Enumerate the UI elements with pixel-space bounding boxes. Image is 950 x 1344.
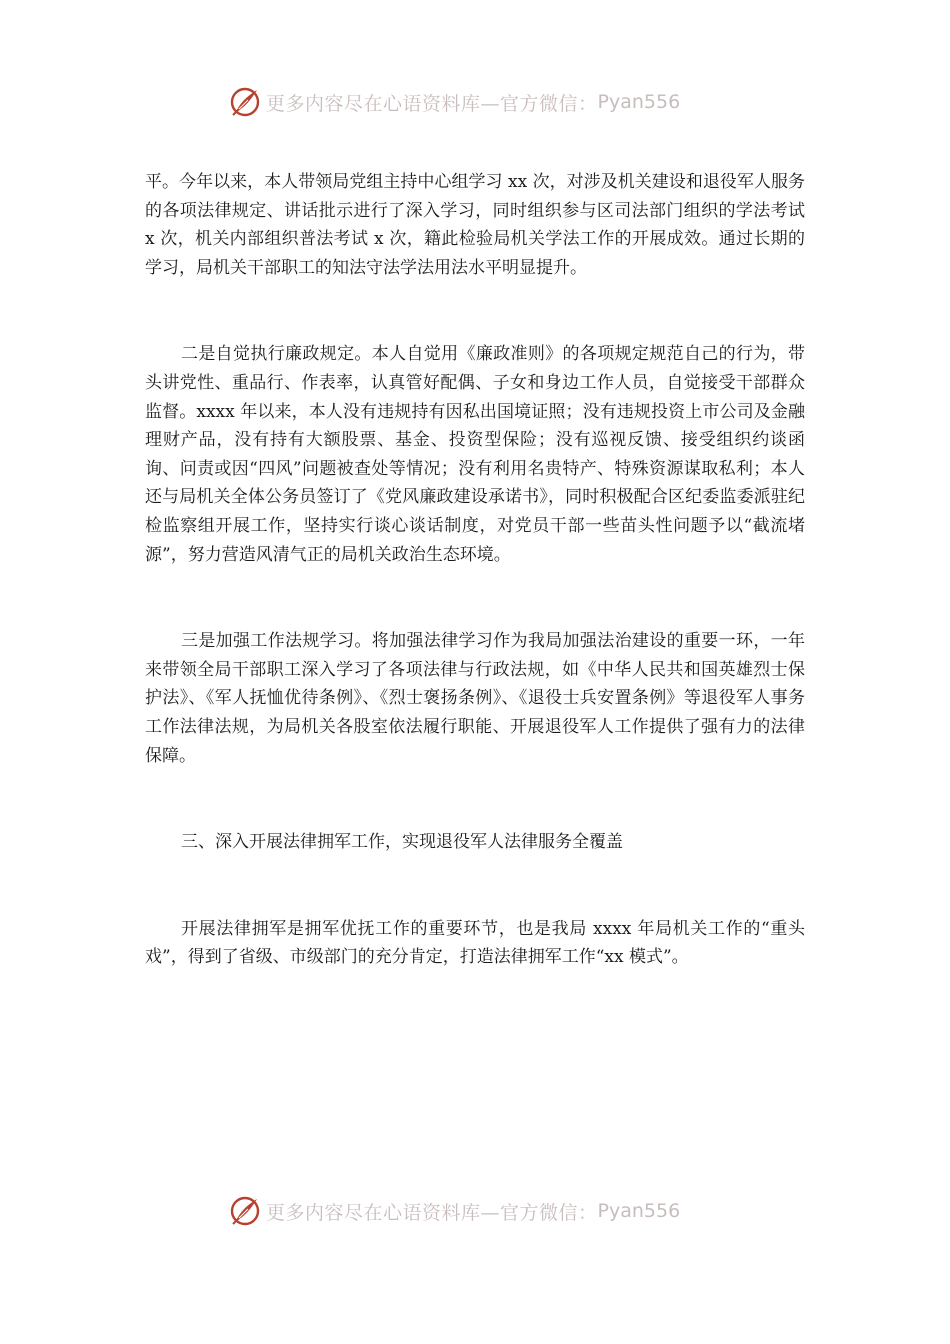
paragraph-study-continuation: 平。今年以来，本人带领局党组主持中心组学习 xx 次，对涉及机关建设和退役军人服务的各项法律规定、讲话批示进行了深入学习，同时组织参与区司法部门组织的学法考试 x 次，机关内部组织普法考试 x 次，籍此检验局机关学法工作的开展成效。通过长期的学习，局机关干部职工的知法守法学法用法水平明显提升。 xyxy=(145,172,805,278)
paragraph-gap xyxy=(145,857,805,915)
banner-slogan: 更多内容尽在心语资料库—官方微信： xyxy=(266,1201,598,1224)
footer-watermark-banner xyxy=(228,1193,748,1229)
paragraph-gap xyxy=(145,569,805,627)
banner-slogan: 更多内容尽在心语资料库—官方微信： xyxy=(266,92,598,115)
paragraph-integrity-rules: 二是自觉执行廉政规定。本人自觉用《廉政准则》的各项规定规范自己的行为，带头讲党性、重品行、作表率，认真管好配偶、子女和身边工作人员，自觉接受干部群众监督。xxxx 年以来，本人没有违规持有因私出国境证照；没有违规投资上市公司及金融理财产品，没有持有大额股票、基金、投资型保险；没有巡视反馈、接受组织约谈函询、问责或因“四风”问题被查处等情况；没有利用名贵特产、特殊资源谋取私利；本人还与局机关全体公务员签订了《党风廉政建设承诺书》，同时积极配合区纪委监委派驻纪检监察组开展工作，坚持实行谈心谈话制度，对党员干部一些苗头性问题予以“截流堵源”，努力营造风清气正的局机关政治生态环境。 xyxy=(145,344,805,565)
banner-wechat-id: Pyan556 xyxy=(597,91,681,113)
feather-logo-icon xyxy=(228,1194,262,1228)
document-body xyxy=(145,168,805,972)
banner-wechat-id: Pyan556 xyxy=(597,1200,681,1222)
feather-logo-icon xyxy=(228,85,262,119)
paragraph-legal-support-work: 开展法律拥军是拥军优抚工作的重要环节，也是我局 xxxx 年局机关工作的“重头戏”，得到了省级、市级部门的充分肯定，打造法律拥军工作“xx 模式”。 xyxy=(145,918,805,968)
header-watermark-banner xyxy=(228,84,748,120)
paragraph-gap xyxy=(145,770,805,828)
section-heading-legal-support: 三、深入开展法律拥军工作，实现退役军人法律服务全覆盖 xyxy=(181,832,623,853)
paragraph-gap xyxy=(145,282,805,340)
paragraph-law-study: 三是加强工作法规学习。将加强法律学习作为我局加强法治建设的重要一环，一年来带领全局干部职工深入学习了各项法律与行政法规，如《中华人民共和国英雄烈士保护法》、《军人抚恤优待条例》、《烈士褒扬条例》、《退役士兵安置条例》等退役军人事务工作法律法规，为局机关各股室依法履行职能、开展退役军人工作提供了强有力的法律保障。 xyxy=(145,631,805,766)
